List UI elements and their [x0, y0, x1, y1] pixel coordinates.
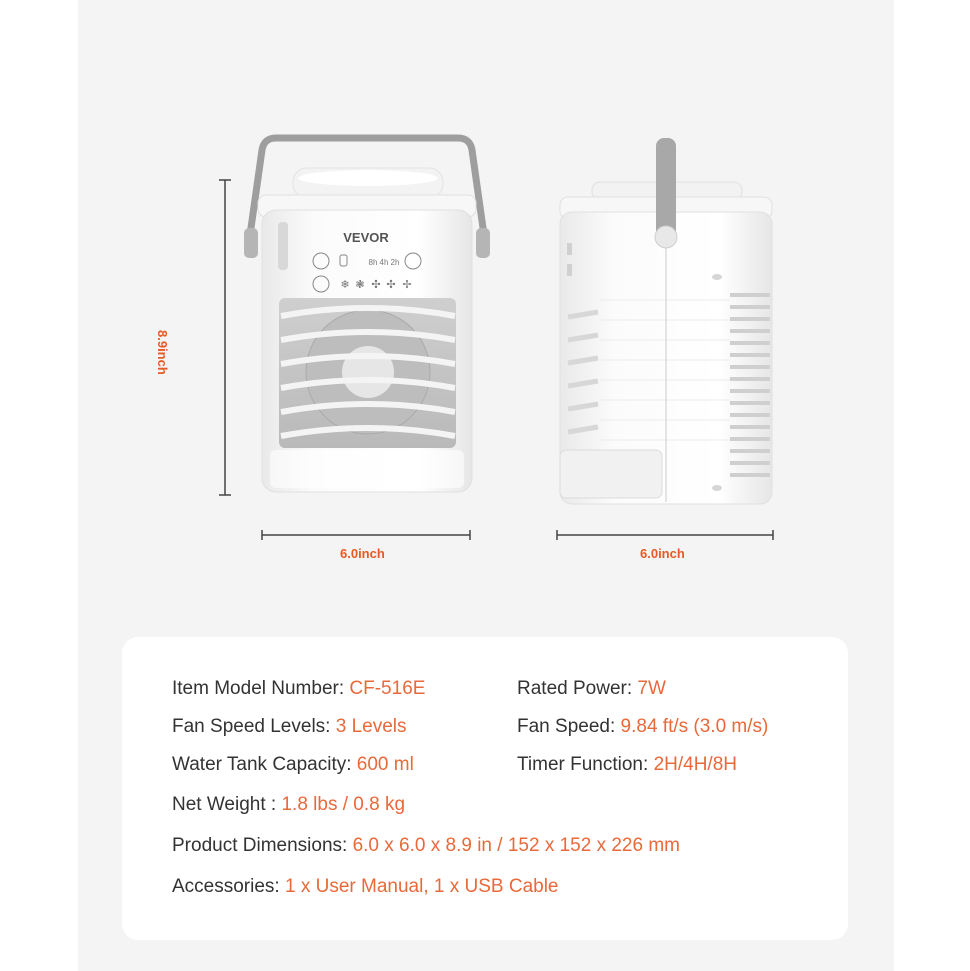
- spec-dimensions-value: 6.0 x 6.0 x 8.9 in / 152 x 152 x 226 mm: [352, 835, 680, 856]
- spec-speed-value: 9.84 ft/s (3.0 m/s): [620, 716, 769, 737]
- speed-icon: ✣: [386, 278, 396, 291]
- spec-weight-label: Net Weight :: [172, 794, 282, 815]
- spec-model-value: CF-516E: [349, 678, 426, 699]
- spec-model: [172, 678, 425, 700]
- spec-accessories: [172, 876, 559, 898]
- snowflake-icon: ❄: [340, 278, 350, 291]
- front-width-label: 6.0inch: [340, 546, 385, 561]
- timer-2h-label: 2h: [390, 258, 400, 267]
- fan-icon: ✣: [371, 278, 381, 291]
- spec-model-label: Item Model Number:: [172, 678, 350, 699]
- timer-4h-label: 4h: [379, 258, 389, 267]
- spec-speed-label: Fan Speed:: [517, 716, 621, 737]
- spec-accessories-value: 1 x User Manual, 1 x USB Cable: [284, 876, 559, 897]
- spec-speed: [517, 716, 768, 738]
- spec-panel: [122, 637, 848, 940]
- spec-tank-value: 600 ml: [356, 754, 414, 775]
- spec-weight: [172, 794, 405, 816]
- spec-timer-value: 2H/4H/8H: [653, 754, 737, 775]
- leaf-icon: ❃: [355, 278, 365, 291]
- front-view: [244, 138, 490, 492]
- spec-power: [517, 678, 666, 700]
- spec-levels-label: Fan Speed Levels:: [172, 716, 336, 737]
- spec-power-value: 7W: [637, 678, 666, 699]
- spec-timer-label: Timer Function:: [517, 754, 654, 775]
- spec-dimensions-label: Product Dimensions:: [172, 835, 353, 856]
- spec-timer: [517, 754, 737, 776]
- spec-power-label: Rated Power:: [517, 678, 638, 699]
- spec-accessories-label: Accessories:: [172, 876, 285, 897]
- spec-dimensions: [172, 835, 680, 857]
- front-width-dimension-line: [262, 530, 470, 540]
- brand-logo: VEVOR: [343, 230, 389, 245]
- side-width-label: 6.0inch: [640, 546, 685, 561]
- height-dimension-line: [219, 180, 231, 495]
- side-view: [560, 138, 772, 504]
- spec-levels: [172, 716, 407, 738]
- spec-weight-value: 1.8 lbs / 0.8 kg: [281, 794, 406, 815]
- timer-8h-label: 8h: [368, 258, 378, 267]
- spec-levels-value: 3 Levels: [335, 716, 407, 737]
- side-width-dimension-line: [557, 530, 773, 540]
- height-label: 8.9inch: [155, 330, 170, 375]
- spec-tank-label: Water Tank Capacity:: [172, 754, 357, 775]
- spec-tank: [172, 754, 414, 776]
- swing-icon: ✢: [402, 278, 412, 291]
